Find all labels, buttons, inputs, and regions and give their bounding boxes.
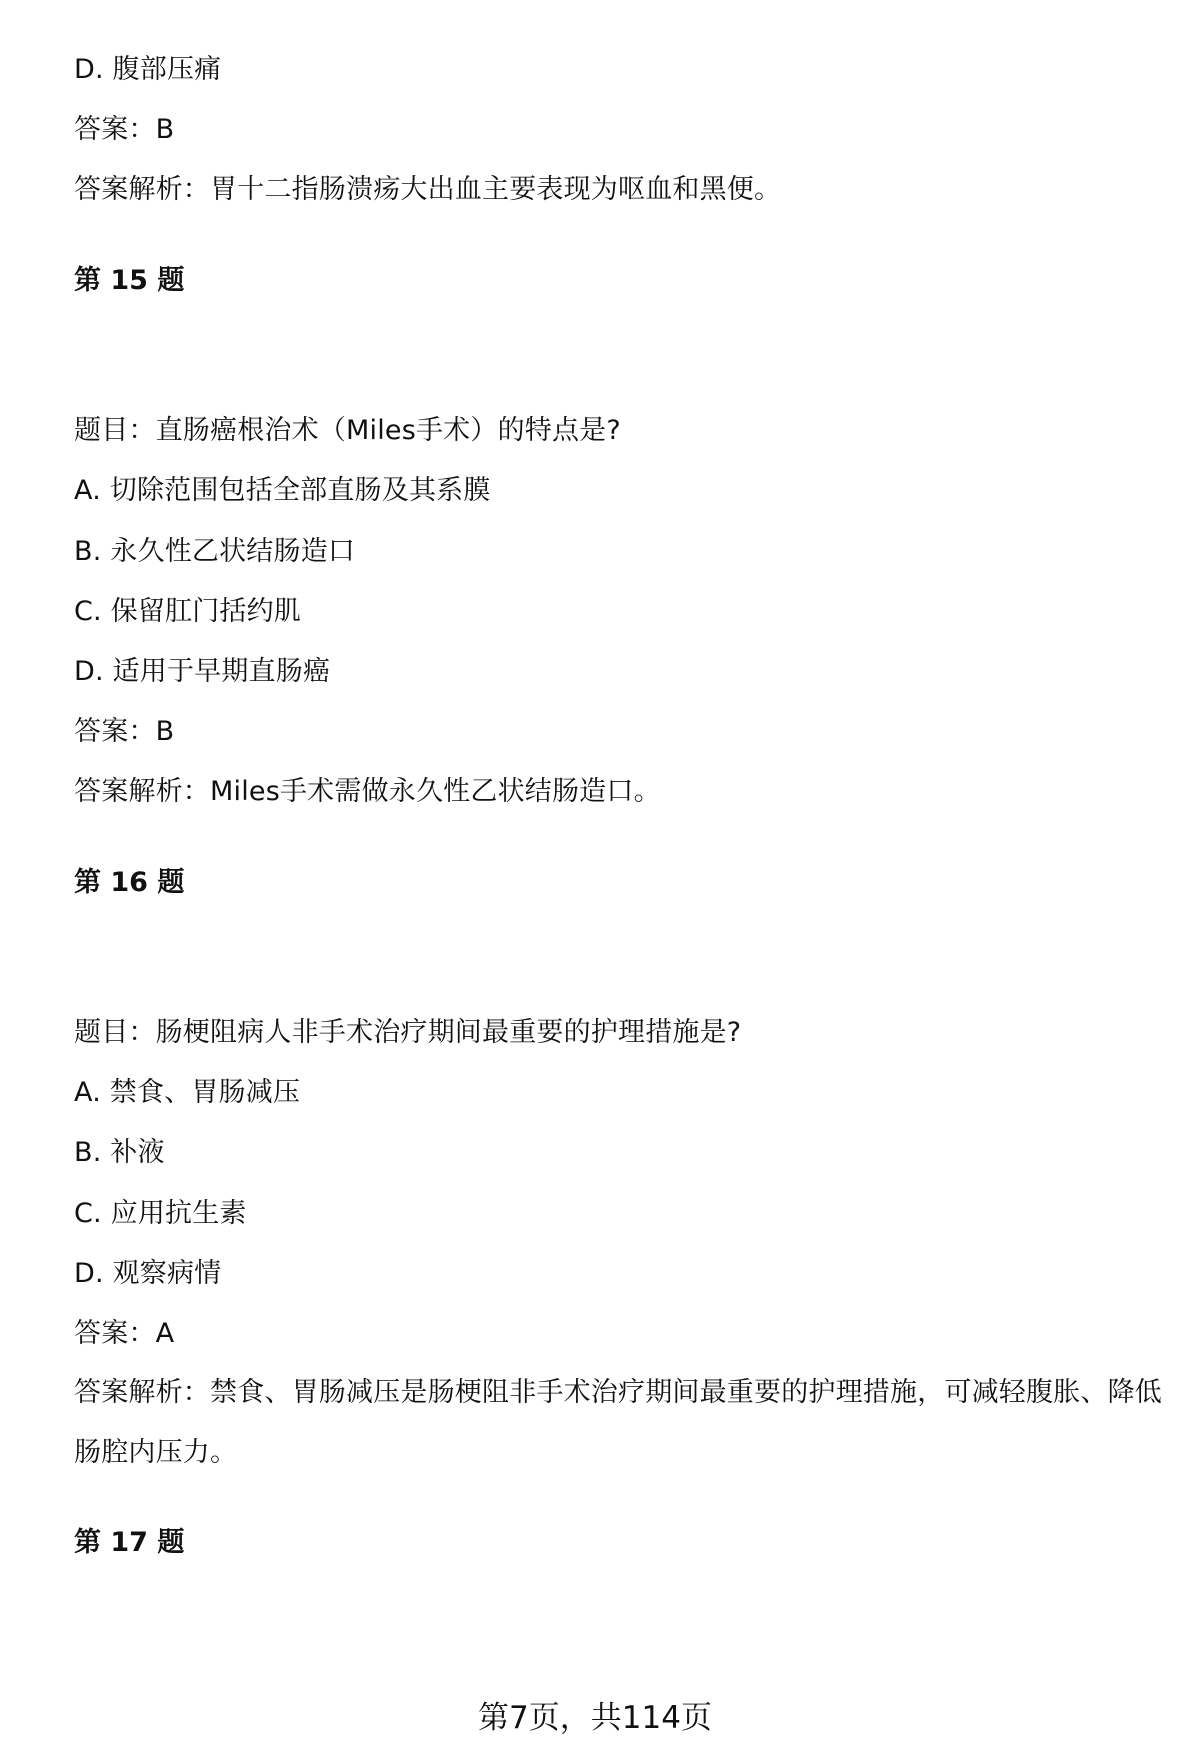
- prev-answer: 答案：B: [74, 114, 175, 145]
- question-16-answer: 答案：A: [74, 1318, 175, 1349]
- page-number: 第7页，共114页: [478, 1700, 712, 1736]
- question-17-heading: 第 17 题: [74, 1527, 185, 1558]
- question-16-option-d: D. 观察病情: [74, 1258, 222, 1289]
- question-15-option-c: C. 保留肛门括约肌: [74, 596, 302, 627]
- question-16-explanation: 答案解析：禁食、胃肠减压是肠梗阻非手术治疗期间最重要的护理措施，可减轻腹胀、降低肠腔内压力。: [74, 1377, 1162, 1468]
- question-15-option-b: B. 永久性乙状结肠造口: [74, 536, 356, 567]
- prev-option-d: D. 腹部压痛: [74, 54, 222, 85]
- question-15-explanation: 答案解析：Miles手术需做永久性乙状结肠造口。: [74, 776, 661, 807]
- question-16-option-b: B. 补液: [74, 1137, 165, 1168]
- question-16-option-c: C. 应用抗生素: [74, 1198, 247, 1229]
- question-16-option-a: A. 禁食、胃肠减压: [74, 1077, 301, 1108]
- question-16-text: 题目：肠梗阻病人非手术治疗期间最重要的护理措施是?: [74, 1017, 742, 1048]
- prev-explanation: 答案解析：胃十二指肠溃疡大出血主要表现为呕血和黑便。: [74, 174, 782, 205]
- question-15-answer: 答案：B: [74, 716, 175, 747]
- question-15-text: 题目：直肠癌根治术（Miles手术）的特点是?: [74, 415, 621, 446]
- question-15-option-d: D. 适用于早期直肠癌: [74, 656, 331, 687]
- question-15-heading: 第 15 题: [74, 265, 185, 296]
- question-16-heading: 第 16 题: [74, 867, 185, 898]
- question-15-option-a: A. 切除范围包括全部直肠及其系膜: [74, 475, 491, 506]
